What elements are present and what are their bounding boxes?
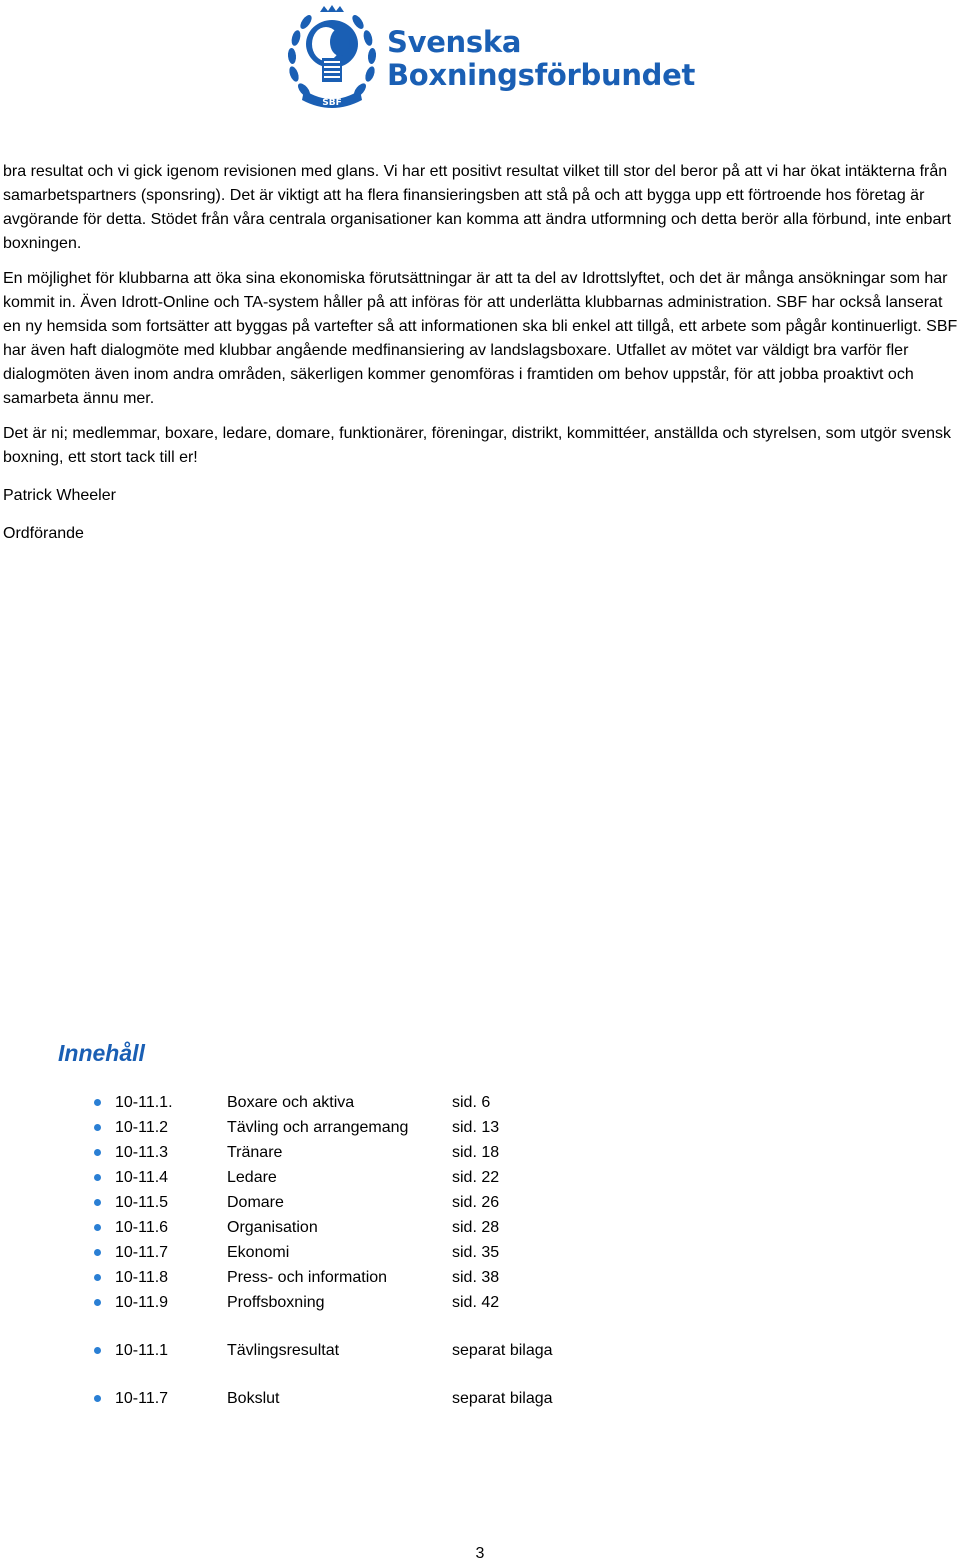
toc-entry-title: Organisation: [227, 1219, 318, 1236]
bullet-icon: [94, 1299, 101, 1306]
sbf-logo: [282, 4, 696, 114]
bullet-icon: [94, 1149, 101, 1156]
bullet-icon: [94, 1395, 101, 1402]
bullet-icon: [94, 1274, 101, 1281]
toc-number: 10-11.3: [115, 1144, 169, 1161]
toc-entry-title: Tävling och arrangemang: [227, 1119, 409, 1136]
toc-number: 10-11.9: [115, 1294, 169, 1311]
bullet-icon: [94, 1224, 101, 1231]
toc-number: 10-11.7: [115, 1244, 169, 1261]
toc-entry-title: Proffsboxning: [227, 1294, 325, 1311]
toc-page: sid. 28: [452, 1219, 500, 1236]
bullet-icon: [94, 1124, 101, 1131]
toc-page: separat bilaga: [452, 1390, 553, 1407]
toc-entry-title: Ledare: [227, 1169, 277, 1186]
bullet-icon: [94, 1174, 101, 1181]
toc-entry-title: Press- och information: [227, 1269, 388, 1286]
toc-number: 10-11.8: [115, 1269, 169, 1286]
toc-page: sid. 6: [452, 1094, 491, 1111]
toc-number: 10-11.2: [115, 1119, 169, 1136]
toc-number: 10-11.1: [115, 1342, 169, 1359]
paragraph: bra resultat och vi gick igenom revisionen med glans. Vi har ett positivt resultat vilket till stor del beror på att vi har ökat intäkterna från samarbetspartners (sponsring). Det är viktigt att ha flera finansieringsben att stå på och att bygga upp ett förtroende hos företag är avgörande för detta. Stödet från våra centrala organisationer kan komma att ändra utformning och detta berör alla förbund, inte enbart boxningen.: [3, 163, 952, 252]
bullet-icon: [94, 1347, 101, 1354]
logo-line-1: Svenska: [387, 25, 522, 59]
signature-name: Patrick Wheeler: [3, 487, 116, 504]
logo-wordmark: [387, 26, 695, 92]
toc-page: sid. 38: [452, 1269, 500, 1286]
toc-number: 10-11.5: [115, 1194, 169, 1211]
body-text: [3, 160, 958, 557]
toc-page: separat bilaga: [452, 1342, 553, 1359]
toc-number: 10-11.6: [115, 1219, 169, 1236]
toc-page: sid. 35: [452, 1244, 500, 1261]
toc-page: sid. 18: [452, 1144, 500, 1161]
toc-title: Innehåll: [58, 1040, 145, 1066]
emblem-text: SBF: [322, 98, 342, 108]
toc-number: 10-11.1.: [115, 1094, 173, 1111]
toc-page: sid. 13: [452, 1119, 500, 1136]
toc-page: sid. 22: [452, 1169, 500, 1186]
toc-page: sid. 26: [452, 1194, 500, 1211]
toc-number: 10-11.7: [115, 1390, 169, 1407]
toc-entry-title: Bokslut: [227, 1390, 280, 1407]
sbf-emblem-icon: [282, 4, 382, 114]
bullet-icon: [94, 1099, 101, 1106]
toc-entry-title: Ekonomi: [227, 1244, 290, 1261]
page-number: 3: [475, 1545, 485, 1562]
toc-entry-title: Tränare: [227, 1144, 283, 1161]
logo-line-2: Boxningsförbundet: [387, 58, 696, 92]
paragraph: Det är ni; medlemmar, boxare, ledare, domare, funktionärer, föreningar, distrikt, kommittéer, anställda och styrelsen, som utgör svensk boxning, ett stort tack till er!: [3, 425, 951, 466]
toc-entry-title: Tävlingsresultat: [227, 1342, 340, 1359]
toc-number: 10-11.4: [115, 1169, 169, 1186]
toc-page: sid. 42: [452, 1294, 500, 1311]
toc-entry-title: Domare: [227, 1194, 284, 1211]
signature-role: Ordförande: [3, 525, 84, 542]
paragraph: En möjlighet för klubbarna att öka sina ekonomiska förutsättningar är att ta del av Idrottslyftet, och det är många ansökningar som har kommit in. Även Idrott-Online och TA-system håller på att införas för att underlätta klubbarnas administration. SBF har också lanserat en ny hemsida som fortsätter att byggas på vartefter så att informationen ska bli enkel att tillgå, ett arbete som pågår kontinuerligt. SBF har även haft dialogmöte med klubbar angående medfinansiering av landslagsboxare. Utfallet av mötet var väldigt bra varför fler dialogmöten även inom andra områden, säkerligen kommer genomföras i framtiden om behov uppstår, för att jobba proaktivt och samarbeta ännu mer.: [3, 270, 958, 407]
bullet-icon: [94, 1249, 101, 1256]
toc-entry-title: Boxare och aktiva: [227, 1094, 355, 1111]
bullet-icon: [94, 1199, 101, 1206]
